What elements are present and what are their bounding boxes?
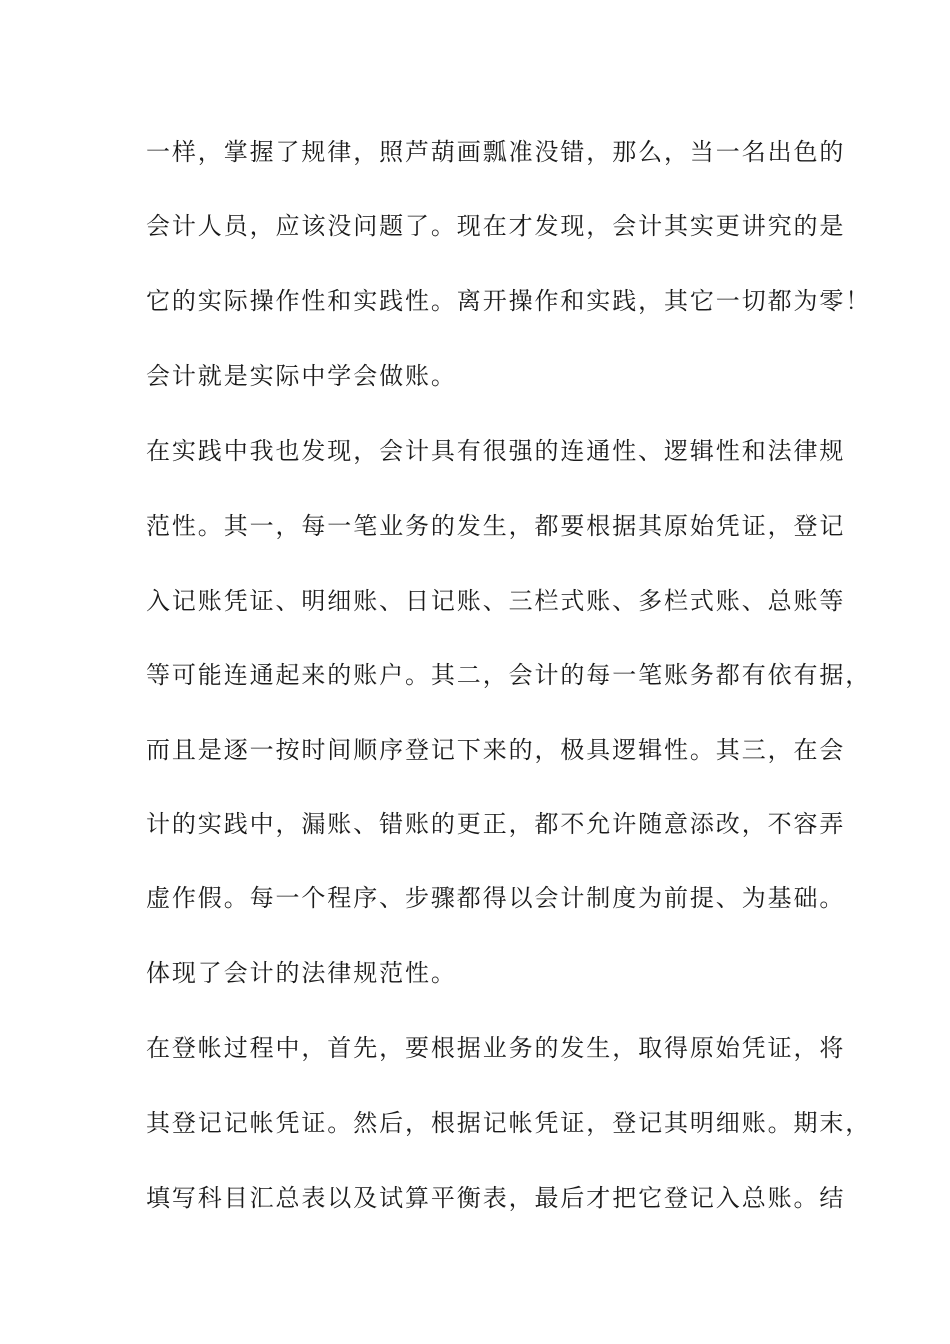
text-line: 范性。其一，每一笔业务的发生，都要根据其原始凭证，登记 (146, 512, 846, 540)
text-line: 会计人员，应该没问题了。现在才发现，会计其实更讲究的是 (146, 212, 846, 240)
text-line: 计的实践中，漏账、错账的更正，都不允许随意添改，不容弄 (146, 810, 846, 838)
text-line: 它的实际操作性和实践性。离开操作和实践，其它一切都为零！ (146, 287, 872, 315)
text-line: 会计就是实际中学会做账。 (146, 362, 457, 390)
text-line: 一样，掌握了规律，照芦葫画瓢准没错，那么，当一名出色的 (146, 138, 846, 166)
text-line: 体现了会计的法律规范性。 (146, 959, 457, 987)
text-line: 在实践中我也发现，会计具有很强的连通性、逻辑性和法律规 (146, 437, 846, 465)
text-line: 入记账凭证、明细账、日记账、三栏式账、多栏式账、总账等 (146, 587, 846, 615)
text-line: 虚作假。每一个程序、步骤都得以会计制度为前提、为基础。 (146, 884, 846, 912)
text-line: 等可能连通起来的账户。其二，会计的每一笔账务都有依有据， (146, 661, 872, 689)
text-line: 在登帐过程中，首先，要根据业务的发生，取得原始凭证，将 (146, 1034, 846, 1062)
text-line: 填写科目汇总表以及试算平衡表，最后才把它登记入总账。结 (146, 1184, 846, 1212)
text-line: 而且是逐一按时间顺序登记下来的，极具逻辑性。其三，在会 (146, 736, 846, 764)
text-line: 其登记记帐凭证。然后，根据记帐凭证，登记其明细账。期末， (146, 1109, 872, 1137)
